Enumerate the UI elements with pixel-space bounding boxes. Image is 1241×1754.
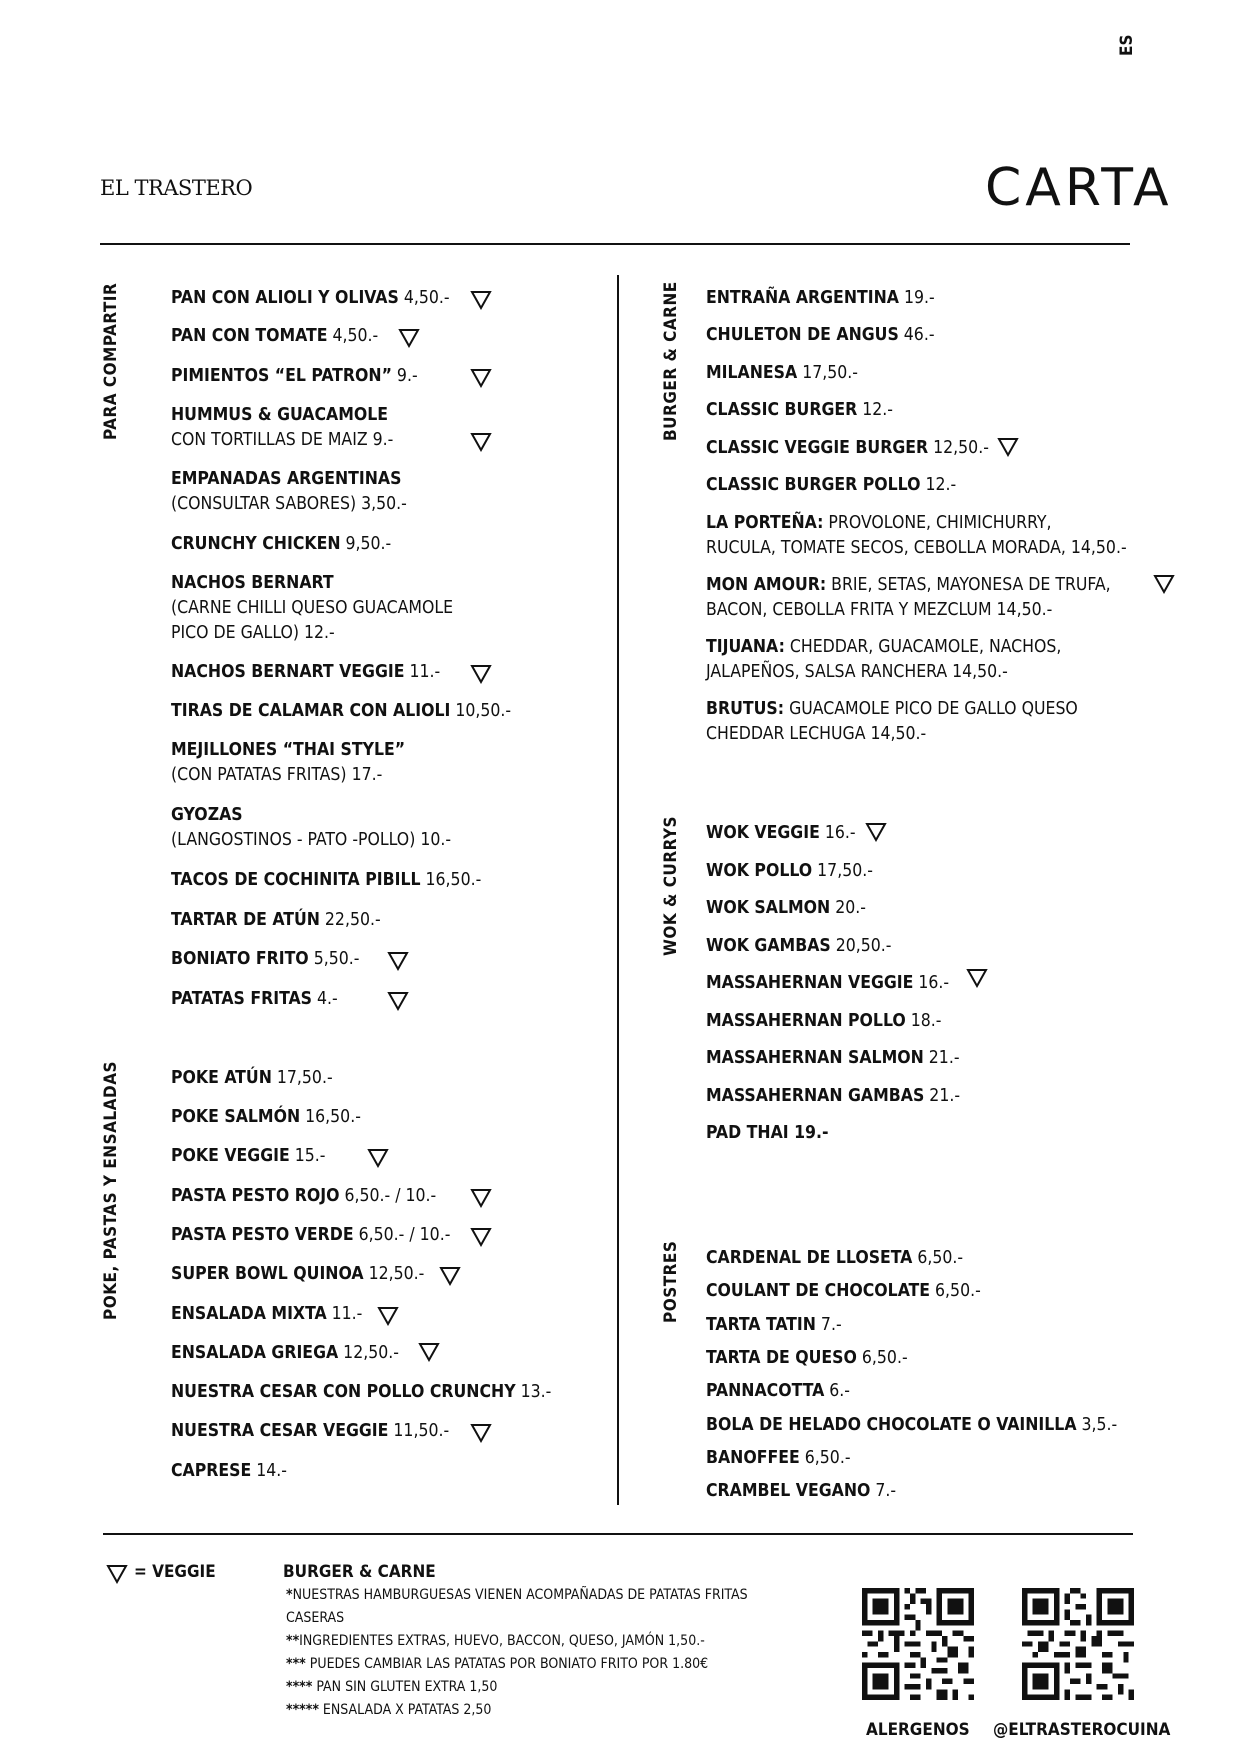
menu-item: PASTA PESTO VERDE 6,50.- / 10.- bbox=[171, 1225, 451, 1245]
menu-item: LA PORTEÑA: PROVOLONE, CHIMICHURRY, RUCULA, TOMATE SECOS, CEBOLLA MORADA, 14,50.- bbox=[706, 513, 1127, 558]
veggie-triangle-icon bbox=[470, 368, 492, 388]
menu-item: BANOFFEE 6,50.- bbox=[706, 1448, 851, 1468]
section-postres: POSTRES bbox=[661, 1240, 681, 1323]
menu-item: GYOZAS (LANGOSTINOS - PATO -POLLO) 10.- bbox=[171, 805, 452, 850]
menu-item: WOK GAMBAS 20,50.- bbox=[706, 936, 892, 956]
menu-item: MASSAHERNAN POLLO 18.- bbox=[706, 1011, 942, 1031]
qr-code-instagram-icon[interactable] bbox=[1022, 1588, 1134, 1700]
menu-item: PAD THAI 19.- bbox=[706, 1123, 829, 1143]
menu-item: MASSAHERNAN VEGGIE 16.- bbox=[706, 973, 950, 993]
menu-item: COULANT DE CHOCOLATE 6,50.- bbox=[706, 1281, 981, 1301]
menu-item: CAPRESE 14.- bbox=[171, 1461, 287, 1481]
menu-item: POKE SALMÓN 16,50.- bbox=[171, 1107, 361, 1127]
veggie-triangle-icon bbox=[997, 437, 1019, 457]
veggie-triangle-icon bbox=[470, 1227, 492, 1247]
menu-item: CHULETON DE ANGUS 46.- bbox=[706, 325, 935, 345]
note: *NUESTRAS HAMBURGUESAS VIENEN ACOMPAÑADAS DE PATATAS FRITAS bbox=[286, 1587, 748, 1603]
menu-item: EMPANADAS ARGENTINAS (CONSULTAR SABORES) 3,50.- bbox=[171, 469, 407, 514]
veggie-triangle-icon bbox=[470, 432, 492, 452]
notes-title: BURGER & CARNE bbox=[283, 1562, 436, 1582]
qr-code-alergenos-icon[interactable] bbox=[862, 1588, 974, 1700]
section-burger-carne: BURGER & CARNE bbox=[661, 281, 681, 441]
menu-item: NUESTRA CESAR VEGGIE 11,50.- bbox=[171, 1421, 450, 1441]
menu-item: BRUTUS: GUACAMOLE PICO DE GALLO QUESO CHEDDAR LECHUGA 14,50.- bbox=[706, 699, 1078, 744]
veggie-triangle-icon bbox=[387, 951, 409, 971]
veggie-triangle-icon bbox=[1153, 574, 1175, 594]
veggie-triangle-icon bbox=[398, 328, 420, 348]
menu-item: MON AMOUR: BRIE, SETAS, MAYONESA DE TRUFA, BACON, CEBOLLA FRITA Y MEZCLUM 14,50.- bbox=[706, 575, 1111, 620]
veggie-triangle-icon bbox=[470, 664, 492, 684]
section-poke-pastas-ensaladas: POKE, PASTAS Y ENSALADAS bbox=[101, 1060, 121, 1320]
note: CASERAS bbox=[286, 1610, 345, 1626]
menu-item: BONIATO FRITO 5,50.- bbox=[171, 949, 360, 969]
qr-label-instagram: @ELTRASTEROCUINA bbox=[993, 1720, 1171, 1740]
veggie-legend: = VEGGIE bbox=[134, 1562, 216, 1582]
footer-divider bbox=[103, 1533, 1133, 1535]
menu-item: PANNACOTTA 6.- bbox=[706, 1381, 850, 1401]
veggie-triangle-icon bbox=[865, 822, 887, 842]
veggie-triangle-icon bbox=[418, 1342, 440, 1362]
menu-item: TARTA TATIN 7.- bbox=[706, 1315, 842, 1335]
menu-item: PAN CON ALIOLI Y OLIVAS 4,50.- bbox=[171, 288, 450, 308]
menu-item: TACOS DE COCHINITA PIBILL 16,50.- bbox=[171, 870, 482, 890]
veggie-triangle-icon bbox=[470, 1188, 492, 1208]
menu-item: PATATAS FRITAS 4.- bbox=[171, 989, 338, 1009]
menu-item: TARTA DE QUESO 6,50.- bbox=[706, 1348, 908, 1368]
veggie-triangle-icon bbox=[367, 1148, 389, 1168]
footer-notes bbox=[283, 1560, 748, 1722]
menu-item: MASSAHERNAN SALMON 21.- bbox=[706, 1048, 960, 1068]
page-title: CARTA bbox=[985, 158, 1173, 218]
menu-item: ENTRAÑA ARGENTINA 19.- bbox=[706, 288, 935, 308]
menu-item: MASSAHERNAN GAMBAS 21.- bbox=[706, 1086, 961, 1106]
menu-item: MILANESA 17,50.- bbox=[706, 363, 858, 383]
menu-item: NACHOS BERNART (CARNE CHILLI QUESO GUACAMOLE PICO DE GALLO) 12.- bbox=[171, 573, 454, 643]
header-divider bbox=[100, 243, 1130, 245]
veggie-triangle-icon bbox=[470, 1423, 492, 1443]
section-para-compartir: PARA COMPARTIR bbox=[101, 282, 121, 440]
menu-item: POKE ATÚN 17,50.- bbox=[171, 1068, 333, 1088]
note: **** PAN SIN GLUTEN EXTRA 1,50 bbox=[286, 1679, 498, 1695]
menu-item: CLASSIC VEGGIE BURGER 12,50.- bbox=[706, 438, 989, 458]
menu-item: WOK VEGGIE 16.- bbox=[706, 823, 856, 843]
qr-label-alergenos: ALERGENOS bbox=[866, 1720, 970, 1740]
column-divider bbox=[617, 275, 619, 1505]
veggie-triangle-icon bbox=[470, 290, 492, 310]
veggie-triangle-icon bbox=[966, 968, 988, 988]
menu-item: PASTA PESTO ROJO 6,50.- / 10.- bbox=[171, 1186, 437, 1206]
veggie-triangle-icon bbox=[387, 991, 409, 1011]
menu-item: NACHOS BERNART VEGGIE 11.- bbox=[171, 662, 441, 682]
menu-item: CLASSIC BURGER 12.- bbox=[706, 400, 893, 420]
menu-item: TARTAR DE ATÚN 22,50.- bbox=[171, 910, 381, 930]
menu-item: HUMMUS & GUACAMOLE CON TORTILLAS DE MAIZ 9.- bbox=[171, 405, 394, 450]
menu-item: ENSALADA MIXTA 11.- bbox=[171, 1304, 363, 1324]
menu-item: CLASSIC BURGER POLLO 12.- bbox=[706, 475, 957, 495]
menu-item: CRUNCHY CHICKEN 9,50.- bbox=[171, 534, 392, 554]
menu-item: MEJILLONES “THAI STYLE” (CON PATATAS FRITAS) 17.- bbox=[171, 740, 406, 785]
language-code: ES bbox=[1117, 34, 1137, 56]
menu-item: CARDENAL DE LLOSETA 6,50.- bbox=[706, 1248, 964, 1268]
menu-item: WOK SALMON 20.- bbox=[706, 898, 866, 918]
note: *** PUEDES CAMBIAR LAS PATATAS POR BONIATO FRITO POR 1.80€ bbox=[286, 1656, 709, 1672]
note: **INGREDIENTES EXTRAS, HUEVO, BACCON, QUESO, JAMÓN 1,50.- bbox=[286, 1633, 705, 1649]
menu-item: SUPER BOWL QUINOA 12,50.- bbox=[171, 1264, 425, 1284]
menu-item: TIJUANA: CHEDDAR, GUACAMOLE, NACHOS, JALAPEÑOS, SALSA RANCHERA 14,50.- bbox=[706, 637, 1062, 682]
menu-item: TIRAS DE CALAMAR CON ALIOLI 10,50.- bbox=[171, 701, 512, 721]
veggie-triangle-icon bbox=[439, 1266, 461, 1286]
menu-item: POKE VEGGIE 15.- bbox=[171, 1146, 326, 1166]
menu-item: BOLA DE HELADO CHOCOLATE O VAINILLA 3,5.- bbox=[706, 1415, 1118, 1435]
menu-item: CRAMBEL VEGANO 7.- bbox=[706, 1481, 897, 1501]
menu-item: NUESTRA CESAR CON POLLO CRUNCHY 13.- bbox=[171, 1382, 552, 1402]
veggie-triangle-icon bbox=[106, 1564, 128, 1584]
menu-item: ENSALADA GRIEGA 12,50.- bbox=[171, 1343, 399, 1363]
veggie-triangle-icon bbox=[377, 1306, 399, 1326]
section-wok-currys: WOK & CURRYS bbox=[661, 815, 681, 956]
menu-item: PIMIENTOS “EL PATRON” 9.- bbox=[171, 366, 418, 386]
menu-item: WOK POLLO 17,50.- bbox=[706, 861, 873, 881]
menu-item: PAN CON TOMATE 4,50.- bbox=[171, 326, 379, 346]
restaurant-logo: EL TRASTERO bbox=[100, 176, 253, 200]
note: ***** ENSALADA X PATATAS 2,50 bbox=[286, 1702, 492, 1718]
